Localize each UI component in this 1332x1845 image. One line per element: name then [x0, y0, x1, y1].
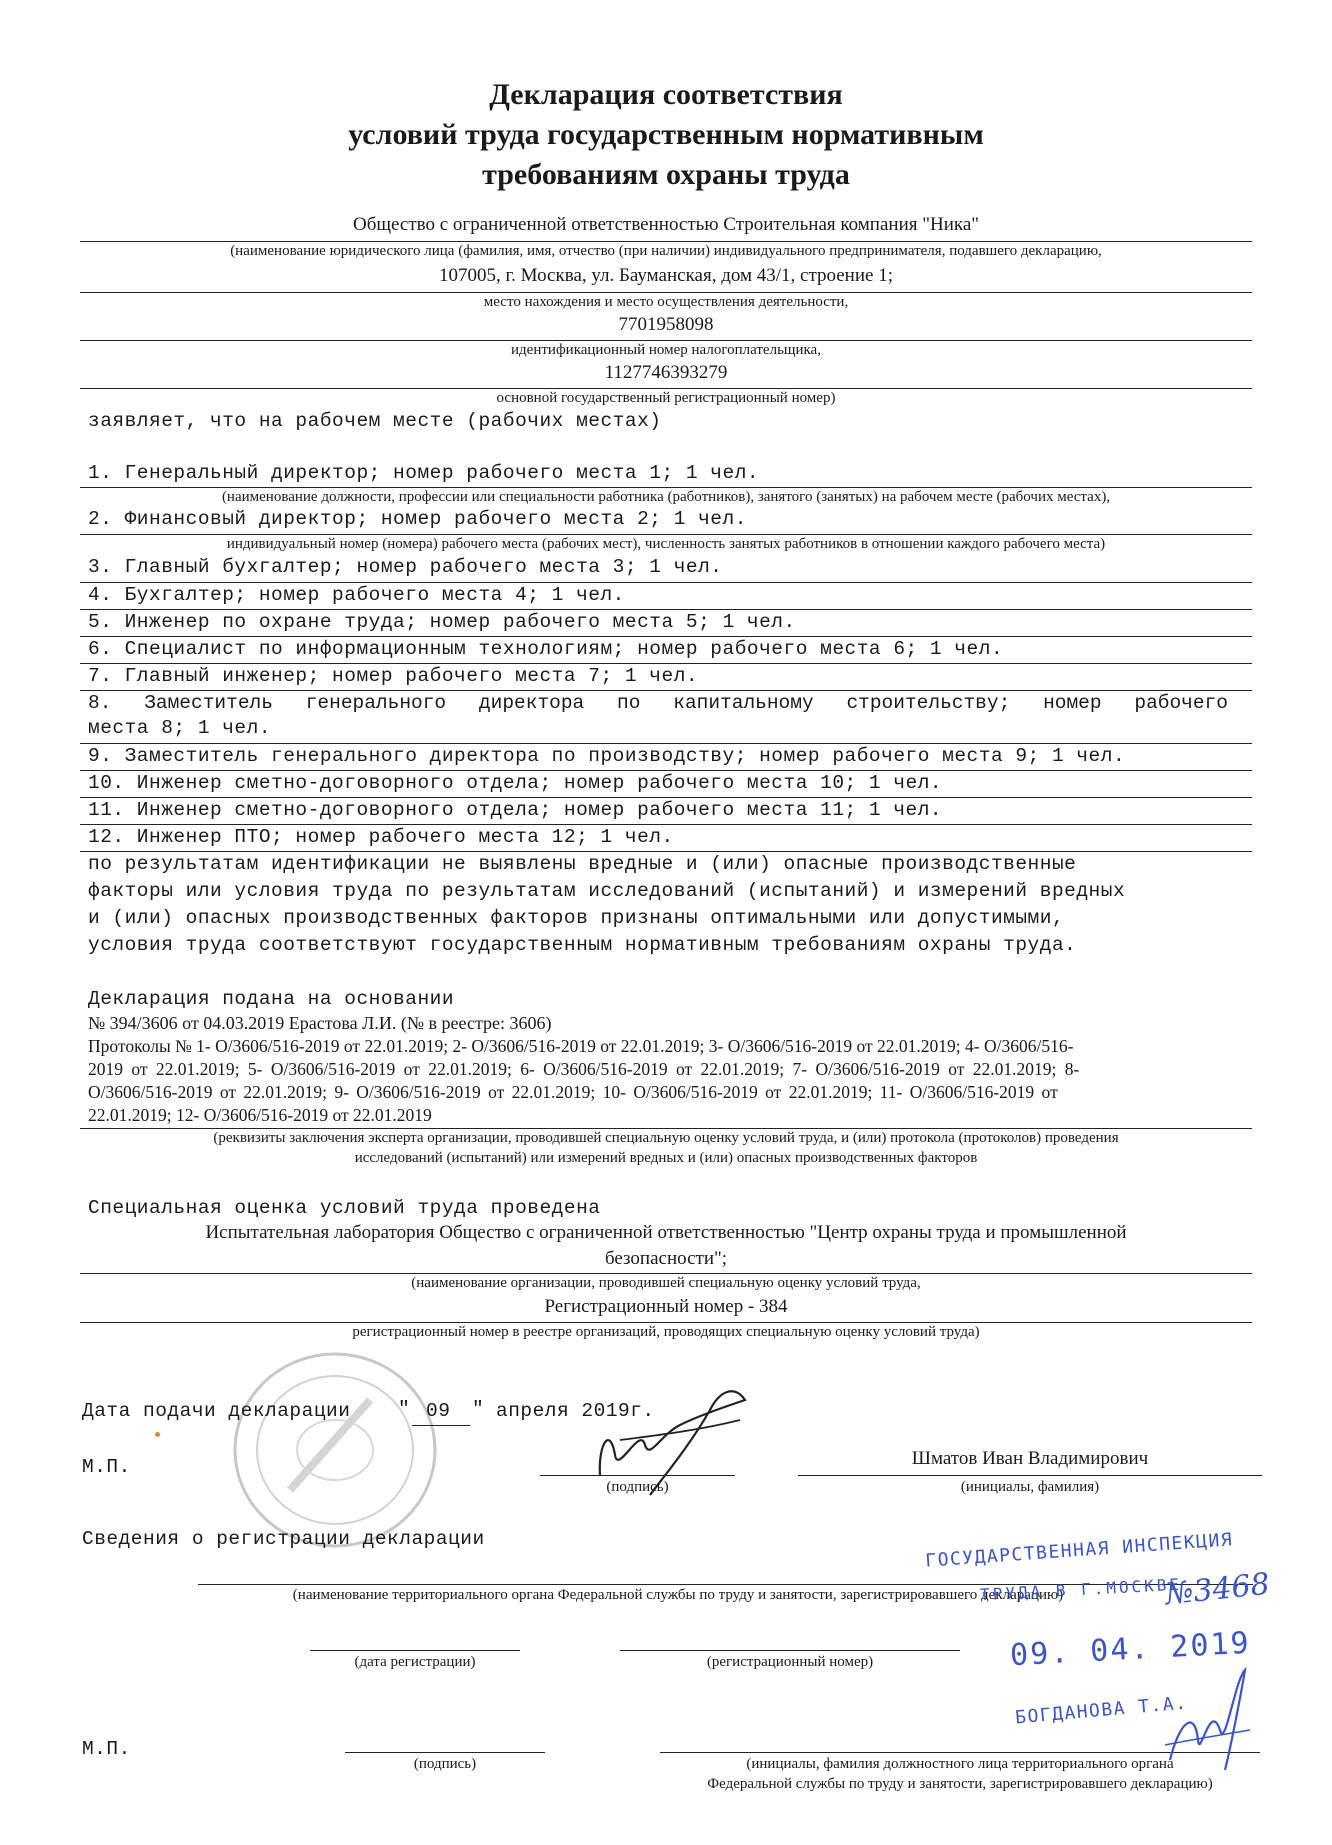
workplace-item: 2. Финансовый директор; номер рабочего места 2; 1 чел. [88, 508, 747, 530]
org-address: 107005, г. Москва, ул. Бауманская, дом 43/1, строение 1; [439, 265, 893, 286]
result-text-line: факторы или условия труда по результатам исследований (испытаний) и измерений вредных [88, 880, 1126, 902]
workplace-line [80, 582, 1252, 583]
expert-conclusion: № 394/3606 от 04.03.2019 Ерастова Л.И. (№ в реестре: 3606) [88, 1013, 552, 1033]
basis-caption-2: исследований (испытаний) или измерений вредных и (или) опасных производственных факторов [354, 1150, 978, 1166]
inn-caption: идентификационный номер налогоплательщика, [511, 342, 821, 358]
workplace-line [80, 797, 1252, 798]
registration-official-caption-1: (инициалы, фамилия должностного лица территориального органа [746, 1756, 1174, 1772]
assessment-org-line-1: Испытательная лаборатория Общество с ограниченной ответственностью "Центр охраны труда и промышленной [205, 1222, 1127, 1243]
assessment-reg-line [80, 1322, 1252, 1323]
registration-heading: Сведения о регистрации декларации [82, 1528, 485, 1550]
day-underline [412, 1425, 470, 1426]
workplace-item: 9. Заместитель генерального директора по производству; номер рабочего места 9; 1 чел. [88, 745, 1126, 767]
submission-date-label: Дата подачи декларации [82, 1400, 351, 1422]
workplace-caption-2: индивидуальный номер (номера) рабочего места (рабочих мест), численность занятых работников в отношении каждого рабочего места) [226, 536, 1106, 552]
registration-official-caption-2: Федеральной службы по труду и занятости, зарегистрировавшего декларацию) [707, 1776, 1213, 1792]
assessment-org-line-2: безопасности"; [604, 1248, 728, 1269]
registration-seal-place-label: М.П. [82, 1738, 131, 1760]
ink-mark [155, 1432, 160, 1437]
title-line-2: условий труда государственным нормативным [348, 118, 984, 151]
registration-signature-caption: (подпись) [413, 1756, 477, 1772]
stamp-official-name: БОГДАНОВА Т.А. [1014, 1692, 1189, 1729]
assessment-org-caption: (наименование организации, проводившей специальную оценку условий труда, [411, 1275, 921, 1291]
registration-signature-line [345, 1752, 545, 1753]
director-signature-line [540, 1475, 735, 1476]
assessment-reg-caption: регистрационный номер в реестре организаций, проводящих специальную оценку условий труда) [352, 1324, 980, 1340]
address-caption: место нахождения и место осуществления деятельности, [483, 294, 849, 310]
result-text-line: условия труда соответствуют государственным нормативным требованиям охраны труда. [88, 934, 1077, 956]
workplace-item: 6. Специалист по информационным технологиям; номер рабочего места 6; 1 чел. [88, 638, 1004, 660]
org-caption: (наименование юридического лица (фамилия, имя, отчество (при наличии) индивидуального предпринимателя, подавшего декларацию, [230, 243, 1102, 259]
registration-date-caption: (дата регистрации) [354, 1654, 476, 1670]
assessment-org-line [80, 1273, 1252, 1274]
workplace-item: 11. Инженер сметно-договорного отдела; номер рабочего места 11; 1 чел. [88, 799, 943, 821]
submission-month-year: апреля 2019г. [496, 1400, 655, 1422]
workplace-item: 5. Инженер по охране труда; номер рабочего места 5; 1 чел. [88, 611, 796, 633]
result-text-line: по результатам идентификации не выявлены вредные и (или) опасные производственные [88, 853, 1077, 875]
workplace-line [80, 770, 1252, 771]
result-text-line: и (или) опасных производственных факторов признаны оптимальными или допустимыми, [88, 907, 1065, 929]
assessment-reg-number: Регистрационный номер - 384 [544, 1296, 788, 1317]
stamp-inspection-line-2: ТРУДА В Г.МОСКВЕ [979, 1574, 1183, 1605]
signer-name-line [798, 1475, 1262, 1476]
org-name: Общество с ограниченной ответственностью Строительная компания "Ника" [352, 214, 980, 235]
stamp-registration-number: №3468 [1163, 1566, 1272, 1613]
faded-round-seal [220, 1340, 450, 1560]
signer-name: Шматов Иван Владимирович [911, 1448, 1149, 1469]
director-signature-caption: (подпись) [606, 1479, 669, 1495]
registration-authority-caption: (наименование территориального органа Федеральной службы по труду и занятости, зарегистрировавшего декларацию) [292, 1587, 1064, 1603]
submission-day: 09 [426, 1400, 451, 1422]
workplace-item: 10. Инженер сметно-договорного отдела; номер рабочего места 10; 1 чел. [88, 772, 943, 794]
workplace-line [80, 743, 1252, 744]
declares-text: заявляет, что на рабочем месте (рабочих местах) [88, 410, 662, 432]
ogrn-line [80, 388, 1252, 389]
workplace-line [80, 636, 1252, 637]
ogrn-caption: основной государственный регистрационный номер) [496, 390, 836, 406]
workplace-line [80, 824, 1252, 825]
workplace-item-continued: места 8; 1 чел. [88, 717, 272, 739]
protocols-line: 2019 от 22.01.2019; 5- О/3606/516-2019 от 22.01.2019; 6- О/3606/516-2019 от 22.01.2019; 7- О/3606/516-2019 от 22.01.2019; 8- [88, 1059, 1080, 1079]
org-name-line [80, 241, 1252, 242]
org-ogrn: 1127746393279 [604, 362, 728, 383]
workplace-item: 1. Генеральный директор; номер рабочего места 1; 1 чел. [88, 462, 760, 484]
address-line [80, 292, 1252, 293]
registration-number-line [620, 1650, 960, 1651]
workplace-item: 8. Заместитель генерального директора по капитальному строительству; номер рабочего [88, 692, 1228, 714]
stamp-inspection-line-1: ГОСУДАРСТВЕННАЯ ИНСПЕКЦИЯ [924, 1529, 1234, 1572]
basis-caption-1: (реквизиты заключения эксперта организации, проводившей специальную оценку условий труда, и (или) протокола (протоколов) проведения [213, 1130, 1119, 1146]
basis-heading: Декларация подана на основании [88, 988, 455, 1010]
seal-place-label: М.П. [82, 1456, 131, 1478]
protocols-line: Протоколы № 1- О/3606/516-2019 от 22.01.2019; 2- О/3606/516-2019 от 22.01.2019; 3- О/3606/516-2019 от 22.01.2019; 4- О/3606/516- [88, 1036, 1074, 1056]
day-open-quote: " [398, 1398, 411, 1420]
basis-line [80, 1128, 1252, 1129]
stamp-registration-date: 09. 04. 2019 [1009, 1625, 1252, 1674]
assessment-heading: Специальная оценка условий труда проведена [88, 1197, 601, 1219]
registration-date-line [310, 1650, 520, 1651]
protocols-line: О/3606/516-2019 от 22.01.2019; 9- О/3606/516-2019 от 22.01.2019; 10- О/3606/516-2019 от 22.01.2019; 11- О/3606/516-2019 от [88, 1082, 1058, 1102]
title-line-1: Декларация соответствия [489, 78, 843, 111]
day-close-quote: " [472, 1398, 485, 1420]
org-inn: 7701958098 [618, 314, 714, 335]
official-signature [1150, 1660, 1270, 1780]
workplace-item: 12. Инженер ПТО; номер рабочего места 12; 1 чел. [88, 826, 674, 848]
workplace-line [80, 690, 1252, 691]
inn-line [80, 340, 1252, 341]
signer-name-caption: (инициалы, фамилия) [960, 1479, 1100, 1495]
workplace-line [80, 663, 1252, 664]
workplace-item: 3. Главный бухгалтер; номер рабочего места 3; 1 чел. [88, 556, 723, 578]
workplace-line [80, 487, 1252, 488]
workplace-caption-1: (наименование должности, профессии или специальности работника (работников), занятого (занятых) на рабочем месте (рабочих местах), [221, 489, 1111, 505]
title-line-3: требованиям охраны труда [482, 158, 850, 191]
workplace-item: 7. Главный инженер; номер рабочего места 7; 1 чел. [88, 665, 699, 687]
protocols-line: 22.01.2019; 12- О/3606/516-2019 от 22.01.2019 [88, 1105, 432, 1125]
registration-number-caption: (регистрационный номер) [706, 1654, 874, 1670]
workplace-line [80, 851, 1252, 852]
workplace-item: 4. Бухгалтер; номер рабочего места 4; 1 чел. [88, 584, 625, 606]
workplace-line [80, 609, 1252, 610]
workplace-line [80, 534, 1252, 535]
